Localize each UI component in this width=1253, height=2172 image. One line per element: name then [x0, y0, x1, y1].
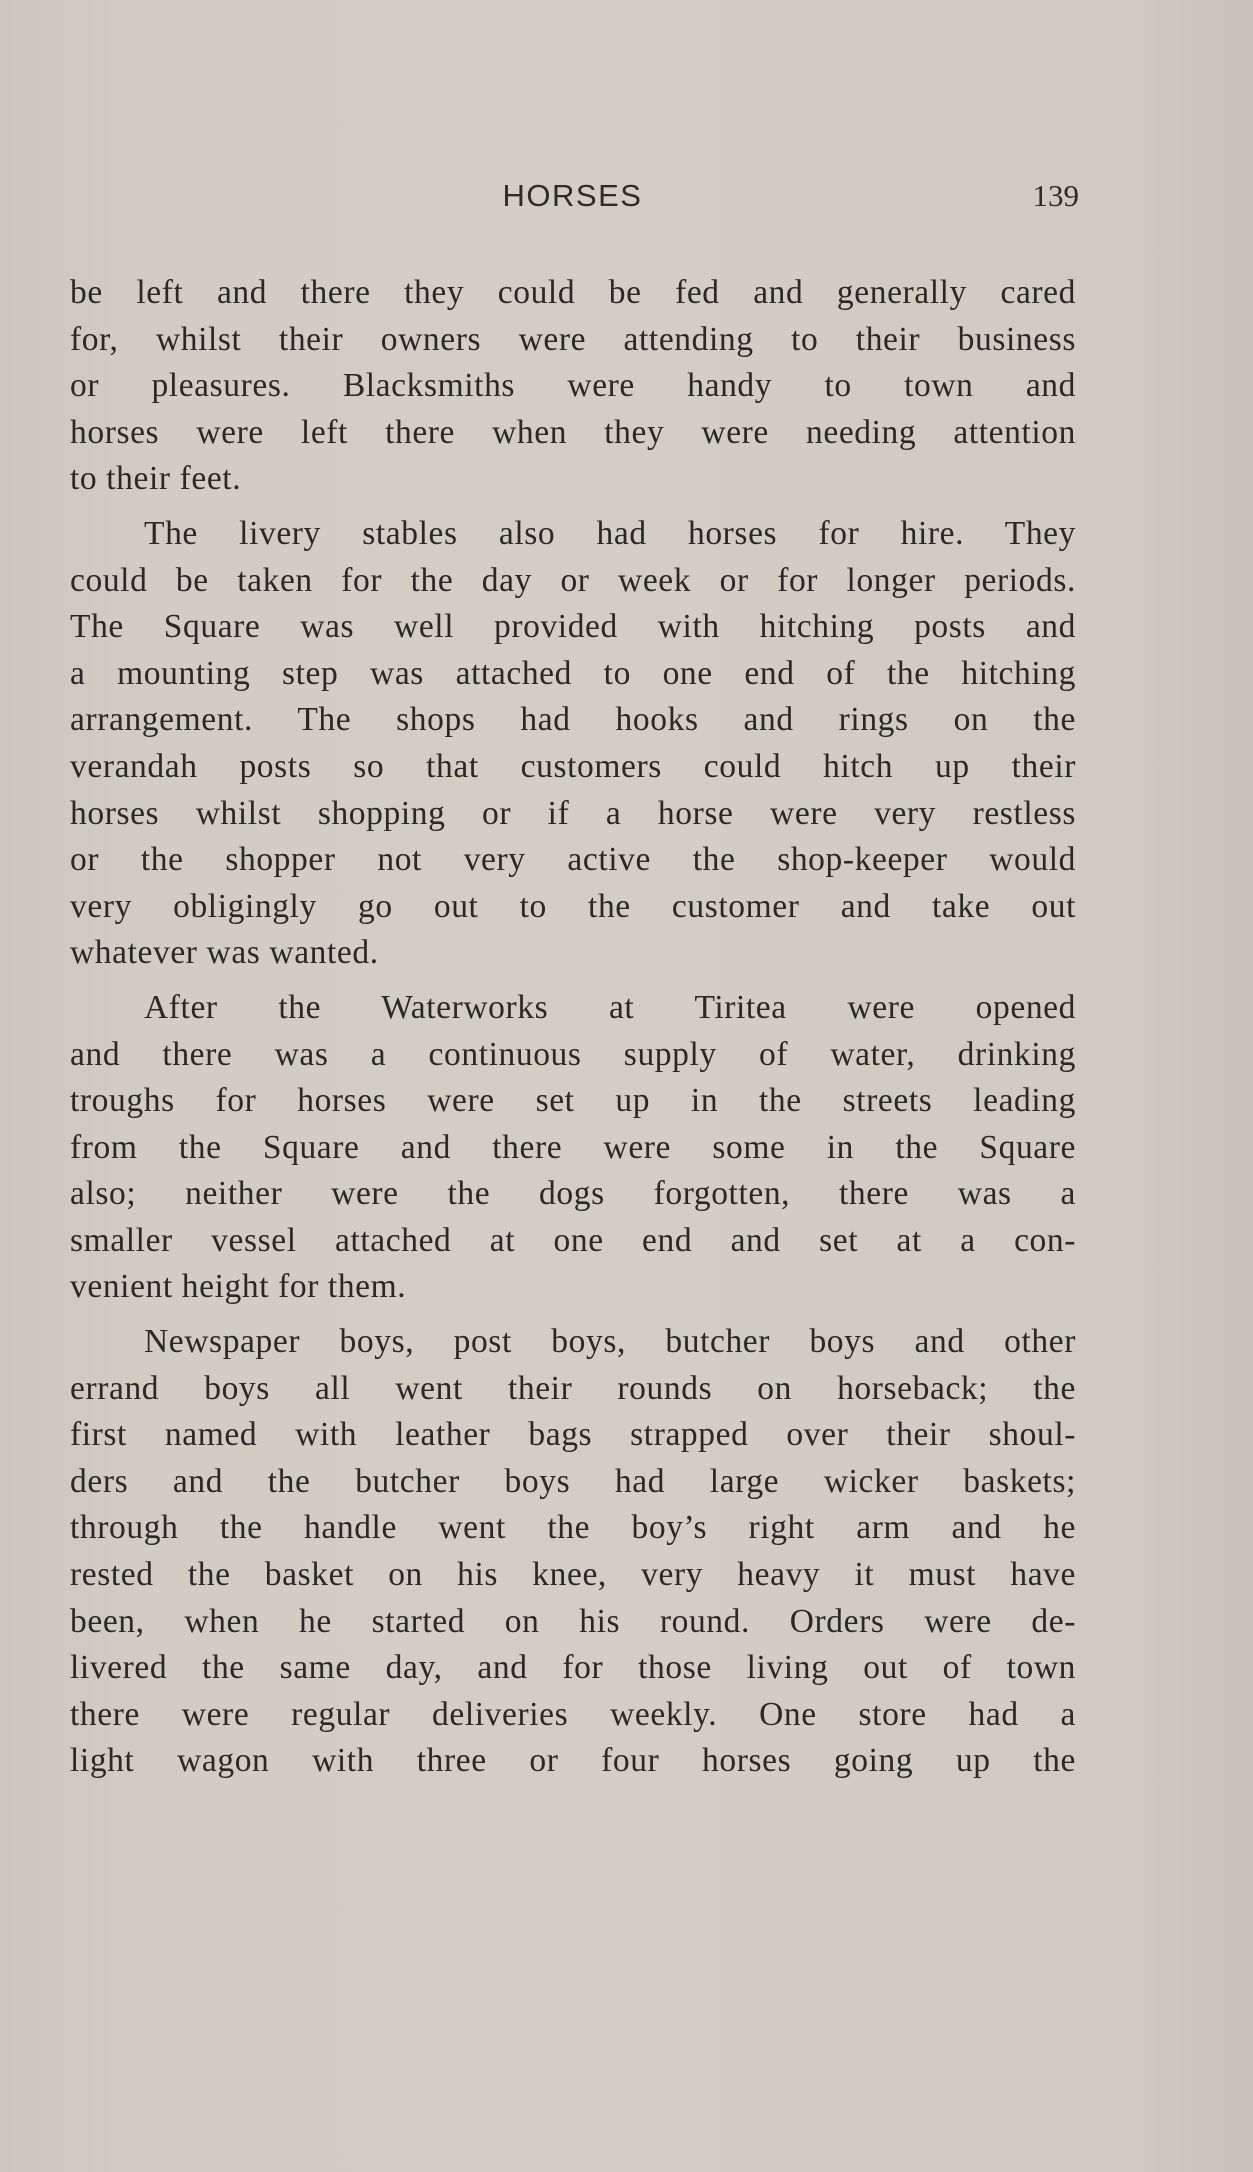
text-line: horses were left there when they were needing attention	[70, 413, 1076, 451]
page-number: 139	[1032, 178, 1079, 213]
text-line: very obligingly go out to the customer and take out	[70, 887, 1076, 925]
text-line: errand boys all went their rounds on horseback; the	[70, 1369, 1076, 1407]
paragraph	[70, 270, 1076, 503]
text-line: also; neither were the dogs forgotten, there was a	[70, 1175, 1076, 1213]
text-line: through the handle went the boy’s right arm and he	[70, 1509, 1076, 1547]
text-line: livered the same day, and for those living out of town	[70, 1649, 1076, 1687]
text-line: venient height for them.	[70, 1268, 407, 1306]
text-line: or pleasures. Blacksmiths were handy to town and	[70, 367, 1076, 405]
text-line: for, whilst their owners were attending to their business	[70, 320, 1076, 358]
text-line: been, when he started on his round. Orders were de-	[70, 1602, 1076, 1640]
text-line: smaller vessel attached at one end and set at a con-	[70, 1221, 1076, 1259]
text-line: whatever was wanted.	[70, 934, 379, 972]
text-line: a mounting step was attached to one end of the hitching	[70, 654, 1076, 692]
text-line: ders and the butcher boys had large wicker baskets;	[70, 1462, 1076, 1500]
text-line: be left and there they could be fed and generally cared	[70, 274, 1076, 311]
text-line: and there was a continuous supply of water, drinking	[70, 1035, 1076, 1073]
text-line: to their feet.	[70, 460, 242, 498]
paragraph-gap	[70, 977, 1076, 985]
text-line: rested the basket on his knee, very heavy it must have	[70, 1556, 1076, 1594]
text-line: verandah posts so that customers could hitch up their	[70, 747, 1076, 785]
text-line: could be taken for the day or week or for longer periods.	[70, 561, 1076, 599]
text-line: The livery stables also had horses for hire. They	[144, 514, 1076, 552]
paragraph-gap	[70, 1311, 1076, 1319]
text-line: The Square was well provided with hitching posts and	[70, 608, 1076, 646]
text-line: horses whilst shopping or if a horse were very restless	[70, 794, 1076, 832]
text-line: or the shopper not very active the shop-keeper would	[70, 841, 1076, 879]
text-line: light wagon with three or four horses going up the	[70, 1742, 1076, 1780]
text-line: from the Square and there were some in the Square	[70, 1128, 1076, 1166]
text-line: troughs for horses were set up in the streets leading	[70, 1082, 1076, 1120]
paragraph	[70, 1319, 1076, 1785]
text-line: there were regular deliveries weekly. One store had a	[70, 1695, 1076, 1733]
running-title: HORSES	[502, 178, 643, 213]
running-head	[0, 178, 1253, 222]
text-line: first named with leather bags strapped over their shoul-	[70, 1416, 1076, 1454]
text-line: After the Waterworks at Tiritea were opened	[144, 988, 1076, 1026]
body-text	[70, 270, 1076, 1785]
paragraph	[70, 985, 1076, 1311]
text-line: Newspaper boys, post boys, butcher boys and other	[144, 1323, 1076, 1361]
paragraph	[70, 511, 1076, 977]
text-line: arrangement. The shops had hooks and rings on the	[70, 701, 1076, 739]
paragraph-gap	[70, 503, 1076, 511]
